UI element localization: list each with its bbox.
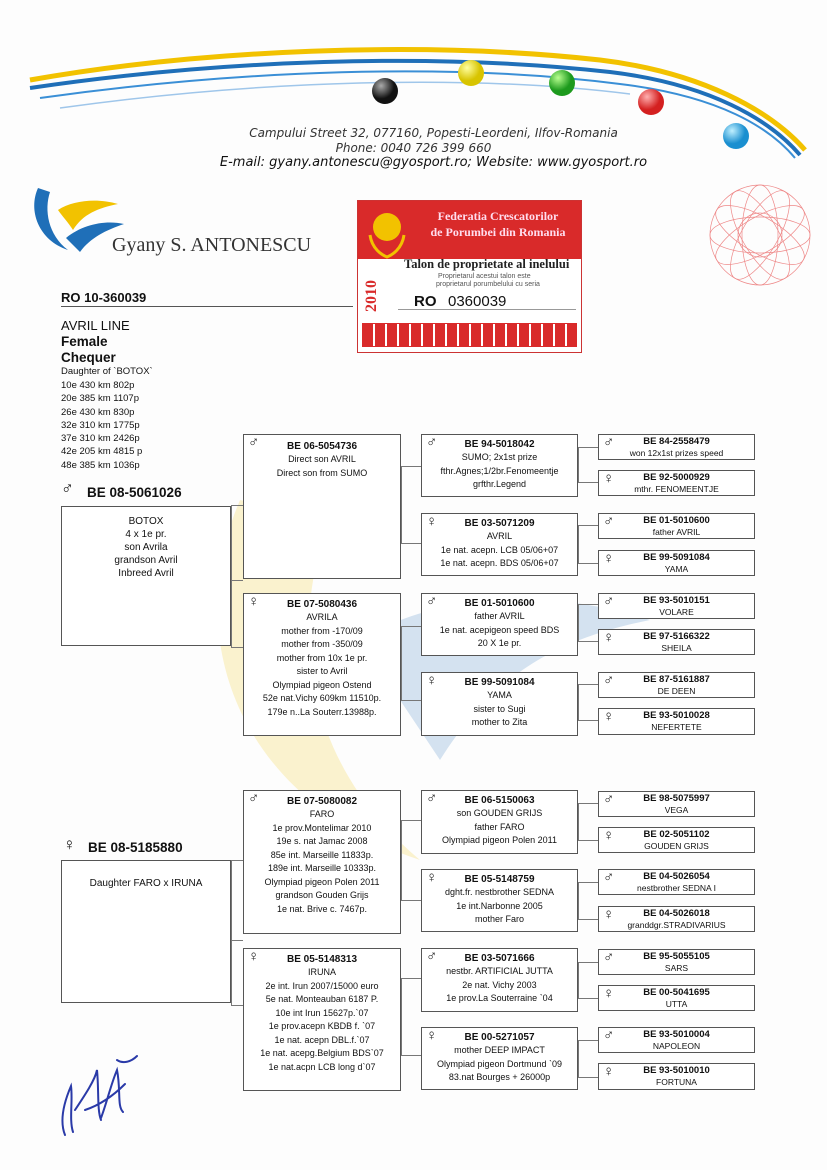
female-symbol-icon: ♀ (426, 1027, 438, 1044)
cert-prefix: RO (414, 293, 437, 310)
subject-color: Chequer (61, 350, 116, 365)
pedigree-line: FARO (309, 809, 335, 819)
g4-box (598, 1063, 755, 1090)
pedigree-line: mother Faro (474, 914, 525, 924)
sire-line: son Avrila (124, 542, 168, 553)
pedigree-line: mthr. FENOMEENTJE (634, 484, 719, 494)
pigeon-ring: BE 87-5161887 (643, 674, 710, 685)
male-symbol-icon: ♂ (603, 791, 615, 808)
pigeon-ring: BE 03-5071209 (464, 518, 535, 529)
header-swoosh (0, 0, 827, 200)
subject-results (61, 379, 142, 472)
g4-box (598, 550, 755, 576)
g4-box (598, 906, 755, 932)
breeder-name: Gyany S. ANTONESCU (112, 234, 312, 256)
pigeon-ring: BE 93-5010004 (643, 1029, 710, 1040)
pedigree-line: IRUNA (307, 967, 336, 977)
female-symbol-icon: ♀ (603, 1063, 615, 1080)
pedigree-line: SUMO; 2x1st prize (461, 452, 538, 462)
g4-box (598, 791, 755, 817)
sire-line: grandson Avril (114, 555, 178, 566)
pedigree-line: won 12x1st prizes speed (629, 448, 724, 458)
pedigree-line: 1e prov.acepn KBDB f. `07 (268, 1021, 376, 1031)
pigeon-ring: BE 98-5075997 (643, 793, 710, 804)
male-symbol-icon: ♂ (603, 672, 615, 689)
pedigree-line: FORTUNA (656, 1077, 697, 1087)
pedigree-line: father AVRIL (652, 527, 701, 537)
g3-box (421, 434, 578, 497)
pedigree-line: 20 X 1e pr. (477, 638, 522, 648)
g4-box (598, 1027, 755, 1053)
female-symbol-icon: ♀ (248, 948, 260, 965)
cert-org-line1: Federatia Crescatorilor (437, 209, 559, 223)
pedigree-line: NEFERTETE (651, 722, 702, 732)
pedigree-line: dght.fr. nestbrother SEDNA (444, 887, 555, 897)
pedigree-line: DE DEEN (657, 686, 696, 696)
sire-line: Inbreed Avril (118, 568, 174, 579)
pedigree-line: 1e nat. acepg.Belgium BDS`07 (260, 1048, 384, 1058)
result-line: 32e 310 km 1775p (61, 419, 140, 431)
sire-ring: BE 08-5061026 (87, 485, 182, 500)
g4-box (598, 470, 755, 496)
pigeon-ring: BE 04-5026054 (643, 871, 710, 882)
sire-line: BOTOX (128, 516, 164, 527)
female-symbol-icon: ♀ (603, 708, 615, 725)
cert-number: 0360039 (448, 293, 507, 310)
pedigree-line: SHEILA (661, 643, 692, 653)
female-symbol-icon: ♀ (603, 985, 615, 1002)
pigeon-ring: BE 97-5166322 (643, 631, 710, 642)
pedigree-line: nestbr. ARTIFICIAL JUTTA (446, 966, 553, 976)
pedigree-line: Olympiad pigeon Polen 2011 (264, 876, 380, 887)
guilloche-seal-icon (705, 180, 815, 290)
dam-ring: BE 08-5185880 (88, 840, 183, 855)
g4-box (598, 985, 755, 1011)
pedigree-line: mother from -170/09 (281, 625, 363, 636)
pedigree-line: 19e s. nat Jamac 2008 (276, 836, 368, 846)
g4-box (598, 593, 755, 619)
g4-box (598, 434, 755, 460)
pedigree-line: 1e prov.La Souterraine `04 (446, 993, 553, 1003)
pedigree-line: grandson Gouden Grijs (275, 890, 369, 900)
male-symbol-icon: ♂ (426, 790, 438, 807)
pedigree-line: 1e int.Narbonne 2005 (456, 900, 543, 911)
g3-box (421, 790, 578, 854)
pigeon-ring: BE 99-5091084 (464, 677, 535, 688)
g3-box (421, 1027, 578, 1090)
pedigree-line: fthr.Agnes;1/2br.Fenomeentje (440, 465, 559, 476)
pedigree-line: father FARO (474, 821, 525, 832)
g4-box (598, 672, 755, 698)
cert-year: 2010 (363, 280, 380, 312)
pigeon-ring: BE 84-2558479 (643, 436, 710, 447)
pedigree-line: mother from -350/09 (281, 639, 363, 649)
g4-box (598, 513, 755, 539)
yellow-ball-icon (456, 58, 486, 88)
pedigree-line: 1e nat. acepigeon speed BDS (439, 624, 560, 635)
male-symbol-icon: ♂ (248, 434, 260, 451)
subject-daughter-of: Daughter of `BOTOX` (61, 366, 153, 377)
result-line: 26e 430 km 830p (61, 406, 135, 418)
pigeon-ring: BE 04-5026018 (643, 908, 710, 919)
pigeon-ring: BE 03-5071666 (464, 953, 535, 964)
g2-box (243, 434, 401, 579)
g4-box (598, 827, 755, 853)
sire-line: 4 x 1e pr. (125, 529, 167, 540)
female-symbol-icon: ♀ (63, 835, 76, 854)
pedigree-line: mother from 10x 1e pr. (276, 652, 368, 663)
subject-line: AVRIL LINE (61, 318, 130, 333)
ring-certificate (357, 200, 582, 353)
male-symbol-icon: ♂ (603, 1027, 615, 1044)
result-line: 37e 310 km 2426p (61, 433, 140, 445)
g4-box (598, 629, 755, 655)
g3-box (421, 593, 578, 656)
green-ball-icon (547, 68, 577, 98)
pedigree-line: 1e nat. acepn DBL.f.`07 (274, 1034, 370, 1045)
female-symbol-icon: ♀ (603, 470, 615, 487)
pedigree-line: NAPOLEON (652, 1041, 701, 1051)
phone-line: Phone: 0040 726 399 660 (335, 141, 492, 155)
result-line: 42e 205 km 4815 p (61, 446, 143, 458)
female-symbol-icon: ♀ (603, 550, 615, 567)
signature-icon (45, 1040, 145, 1145)
pigeon-ring: BE 92-5000929 (643, 472, 710, 483)
pigeon-ring: BE 93-5010151 (643, 595, 710, 606)
g2-box (243, 948, 401, 1091)
female-symbol-icon: ♀ (426, 672, 438, 689)
male-symbol-icon: ♂ (603, 434, 615, 451)
pedigree-line: YAMA (664, 564, 689, 574)
male-symbol-icon: ♂ (603, 949, 615, 966)
cert-ornament-band (362, 323, 577, 347)
pedigree-line: Olympiad pigeon Dortmund `09 (436, 1058, 563, 1069)
g2-box (243, 593, 401, 736)
female-symbol-icon: ♀ (248, 593, 260, 610)
cert-sub2: proprietarul porumbelului cu seria (436, 281, 540, 288)
address-line: Campului Street 32, 077160, Popesti-Leordeni, Ilfov-Romania (249, 126, 618, 140)
female-symbol-icon: ♀ (603, 629, 615, 646)
male-symbol-icon: ♂ (603, 593, 615, 610)
female-symbol-icon: ♀ (426, 869, 438, 886)
g3-box (421, 513, 578, 576)
pigeon-ring: BE 06-5150063 (464, 795, 535, 806)
pedigree-line: sister to Sugi (473, 703, 526, 714)
pedigree-line: GOUDEN GRIJS (644, 841, 709, 851)
laurel-emblem-icon (362, 205, 412, 260)
g4-box (598, 708, 755, 735)
g3-box (421, 948, 578, 1012)
pedigree-line: mother DEEP IMPACT (454, 1045, 545, 1055)
pigeon-ring: BE 00-5041695 (643, 987, 710, 998)
pedigree-line: 1e nat. acepn. LCB 05/06+07 (440, 544, 559, 555)
male-symbol-icon: ♂ (426, 593, 438, 610)
cert-title: Talon de proprietate al inelului (404, 257, 570, 271)
pedigree-line: 1e nat. Brive c. 7467p. (276, 903, 368, 914)
pedigree-line: sister to Avril (296, 666, 348, 676)
contact-line: E-mail: gyany.antonescu@gyosport.ro; Website: www.gyosport.ro (219, 155, 648, 170)
pigeon-ring: BE 01-5010600 (643, 515, 710, 526)
male-symbol-icon: ♂ (426, 948, 438, 965)
subject-sex: Female (61, 334, 108, 349)
subject-ring: RO 10-360039 (61, 290, 147, 305)
pedigree-line: Olympiad pigeon Ostend (272, 679, 372, 690)
pedigree-line: YAMA (487, 690, 512, 700)
pedigree-line: Olympiad pigeon Polen 2011 (442, 835, 557, 845)
sire-box (61, 506, 231, 646)
pedigree-line: grfthr.Legend (472, 479, 527, 489)
pedigree-line: AVRILA (306, 612, 338, 622)
pedigree-line: Direct son from SUMO (276, 467, 368, 478)
pedigree-line: VEGA (664, 805, 689, 815)
pedigree-line: 2e nat. Vichy 2003 (462, 979, 537, 990)
pigeon-ring: BE 00-5271057 (464, 1032, 535, 1043)
cert-org-line2: de Porumbei din Romania (430, 225, 566, 239)
result-line: 48e 385 km 1036p (61, 459, 140, 471)
male-symbol-icon: ♂ (426, 434, 438, 451)
pedigree-line: 1e prov.Montelimar 2010 (272, 822, 372, 833)
pedigree-line: 1e nat.acpn LCB long d`07 (268, 1061, 376, 1072)
pigeon-ring: BE 95-5055105 (643, 951, 710, 962)
pedigree-line: UTTA (665, 999, 688, 1009)
pigeon-ring: BE 05-5148313 (286, 954, 358, 965)
cert-sub1: Proprietarul acestui talon este (438, 273, 531, 280)
g2-box (243, 790, 401, 934)
pigeon-ring: BE 99-5091084 (643, 552, 710, 563)
pedigree-line: son GOUDEN GRIJS (456, 808, 543, 818)
pedigree-line: VOLARE (659, 607, 694, 617)
pigeon-ring: BE 02-5051102 (643, 829, 710, 840)
pigeon-ring: BE 93-5010028 (643, 710, 710, 721)
pedigree-line: 2e int. Irun 2007/15000 euro (265, 980, 379, 991)
pedigree-line: granddgr.STRADIVARIUS (627, 920, 726, 930)
pedigree-line: 179e n..La Souterr.13988p. (267, 706, 377, 717)
result-line: 10e 430 km 802p (61, 380, 135, 391)
male-symbol-icon: ♂ (603, 869, 615, 886)
dam-box (61, 860, 231, 1003)
g3-box (421, 869, 578, 932)
pigeon-ring: BE 07-5080436 (286, 599, 358, 610)
black-ball-icon (370, 76, 400, 106)
pedigree-line: AVRIL (486, 531, 513, 541)
male-symbol-icon: ♂ (603, 513, 615, 530)
pedigree-line: 1e nat. acepn. BDS 05/06+07 (440, 558, 559, 568)
dam-line: Daughter FARO x IRUNA (89, 878, 203, 889)
female-symbol-icon: ♀ (603, 827, 615, 844)
pedigree-line: mother to Zita (471, 717, 528, 727)
pedigree-line: 10e int Irun 15627p.`07 (275, 1007, 369, 1018)
pigeon-ring: BE 94-5018042 (464, 439, 535, 450)
g3-box (421, 672, 578, 736)
red-ball-icon (636, 87, 666, 117)
pedigree-line: 83.nat Bourges + 26000p (448, 1072, 551, 1082)
pigeon-ring: BE 06-5054736 (286, 441, 358, 452)
pigeon-ring: BE 93-5010010 (643, 1065, 710, 1076)
female-symbol-icon: ♀ (426, 513, 438, 530)
g4-box (598, 949, 755, 975)
pigeon-ring: BE 05-5148759 (464, 874, 535, 885)
pedigree-line: nestbrother SEDNA I (637, 883, 716, 893)
pedigree-line: 85e int. Marseille 11833p. (270, 849, 374, 860)
male-symbol-icon: ♂ (248, 790, 260, 807)
g4-box (598, 869, 755, 895)
pedigree-line: 189e int. Marseille 10333p. (267, 863, 377, 873)
female-symbol-icon: ♀ (603, 906, 615, 923)
male-symbol-icon: ♂ (61, 479, 74, 498)
pedigree-line: 52e nat.Vichy 609km 11510p. (262, 693, 382, 703)
pigeon-ring: BE 01-5010600 (464, 598, 535, 609)
pedigree-line: Direct son AVRIL (288, 454, 356, 464)
pedigree-line: 5e nat. Monteauban 6187 P. (265, 994, 379, 1004)
pedigree-line: SARS (664, 963, 689, 973)
pedigree-line: father AVRIL (474, 611, 525, 621)
result-line: 20e 385 km 1107p (61, 393, 139, 405)
pigeon-ring: BE 07-5080082 (286, 796, 358, 807)
